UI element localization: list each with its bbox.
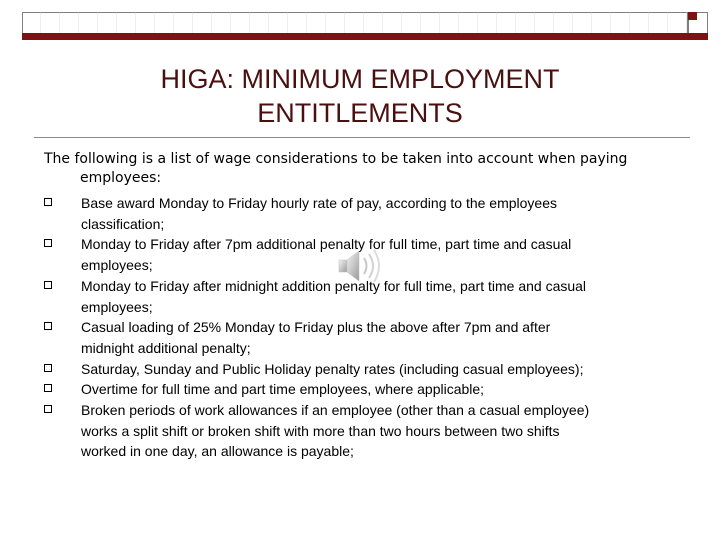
list-item-line: classification; bbox=[81, 215, 165, 232]
hollow-square-bullet-icon bbox=[44, 384, 52, 392]
intro-text bbox=[44, 150, 694, 188]
list-item-line: Base award Monday to Friday hourly rate of pay, according to the employees bbox=[81, 195, 557, 211]
header-accent-stripe bbox=[22, 33, 688, 40]
list-item-line: employees; bbox=[81, 298, 153, 315]
hollow-square-bullet-icon bbox=[44, 364, 52, 372]
header-corner-stripe bbox=[688, 33, 708, 40]
slide-title bbox=[60, 62, 660, 130]
entitlements-list bbox=[44, 193, 694, 462]
list-item bbox=[44, 359, 694, 380]
list-item-line: Monday to Friday after midnight addition penalty for full time, part time and casual bbox=[81, 277, 587, 294]
hollow-square-bullet-icon bbox=[44, 281, 52, 289]
slide-title-line-1: HIGA: MINIMUM EMPLOYMENT bbox=[160, 64, 560, 94]
hollow-square-bullet-icon bbox=[44, 322, 52, 330]
intro-line-1: The following is a list of wage considerations to be taken into account when paying bbox=[44, 151, 628, 167]
list-item bbox=[44, 379, 694, 400]
list-item-line: Casual loading of 25% Monday to Friday plus the above after 7pm and after bbox=[81, 319, 551, 336]
slide-title-line-2: ENTITLEMENTS bbox=[257, 98, 463, 128]
list-item-line: Broken periods of work allowances if an employee (other than a casual employee) bbox=[81, 402, 590, 419]
list-item-line: worked in one day, an allowance is payable; bbox=[81, 443, 354, 460]
header-grid bbox=[22, 12, 688, 33]
hollow-square-bullet-icon bbox=[44, 239, 52, 247]
list-item-line: Overtime for full time and part time employees, where applicable; bbox=[81, 381, 485, 398]
speaker-icon-graphic bbox=[333, 247, 385, 285]
title-divider bbox=[34, 137, 690, 138]
list-item-line: works a split shift or broken shift with more than two hours between two shifts bbox=[81, 422, 560, 439]
list-item bbox=[44, 193, 694, 234]
speaker-icon[interactable] bbox=[333, 247, 385, 285]
hollow-square-bullet-icon bbox=[44, 405, 52, 413]
list-item bbox=[44, 317, 694, 358]
intro-line-2: employees: bbox=[80, 170, 162, 186]
list-item-line: Monday to Friday after 7pm additional penalty for full time, part time and casual bbox=[81, 236, 572, 253]
hollow-square-bullet-icon bbox=[44, 198, 52, 206]
list-item-line: midnight additional penalty; bbox=[81, 339, 251, 356]
list-item-line: employees; bbox=[81, 257, 153, 274]
list-item bbox=[44, 400, 694, 462]
header-corner-accent bbox=[688, 12, 697, 20]
list-item-line: Saturday, Sunday and Public Holiday penalty rates (including casual employees); bbox=[81, 360, 584, 377]
